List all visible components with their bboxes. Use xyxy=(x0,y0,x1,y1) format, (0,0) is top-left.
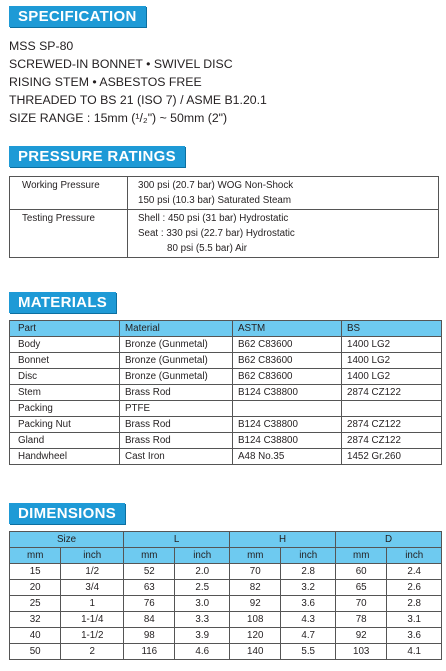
table-row xyxy=(10,210,439,258)
table-cell: 2.8 xyxy=(281,564,336,580)
table-row xyxy=(10,449,442,465)
table-cell: Brass Rod xyxy=(120,385,233,401)
table-cell: B62 C83600 xyxy=(233,353,342,369)
table-row xyxy=(10,385,442,401)
table-row xyxy=(10,564,442,580)
table-cell: 2.4 xyxy=(387,564,442,580)
table-cell: 70 xyxy=(335,596,386,612)
table-cell: 52 xyxy=(124,564,175,580)
column-header: Part xyxy=(10,321,120,337)
pressure-values xyxy=(128,210,439,258)
table-cell: 1452 Gr.260 xyxy=(342,449,442,465)
table-cell: Bonnet xyxy=(10,353,120,369)
table-cell: 3.9 xyxy=(175,628,230,644)
pressure-value: Seat : 330 psi (22.7 bar) Hydrostatic xyxy=(138,228,295,239)
table-cell: A48 No.35 xyxy=(233,449,342,465)
column-header: Material xyxy=(120,321,233,337)
unit-header: mm xyxy=(335,548,386,564)
table-cell: 3.6 xyxy=(387,628,442,644)
table-cell: 3.1 xyxy=(387,612,442,628)
table-cell: 76 xyxy=(124,596,175,612)
pressure-ratings-table xyxy=(9,176,439,258)
table-cell: 70 xyxy=(230,564,281,580)
table-cell: 3.0 xyxy=(175,596,230,612)
table-cell: B124 C38800 xyxy=(233,417,342,433)
table-cell: 3/4 xyxy=(61,580,124,596)
table-cell: 4.1 xyxy=(387,644,442,660)
table-cell: 4.7 xyxy=(281,628,336,644)
table-cell xyxy=(233,401,342,417)
table-cell: 1 xyxy=(61,596,124,612)
unit-header: inch xyxy=(281,548,336,564)
table-cell: 1-1/2 xyxy=(61,628,124,644)
table-cell: 82 xyxy=(230,580,281,596)
table-cell: 2874 CZ122 xyxy=(342,433,442,449)
table-cell: 78 xyxy=(335,612,386,628)
table-row xyxy=(10,612,442,628)
table-cell: Cast Iron xyxy=(120,449,233,465)
table-row xyxy=(10,628,442,644)
specification-heading: SPECIFICATION xyxy=(9,6,146,27)
table-cell: 92 xyxy=(230,596,281,612)
table-cell: 103 xyxy=(335,644,386,660)
table-cell: 20 xyxy=(10,580,61,596)
group-header: D xyxy=(335,532,441,548)
table-cell: 84 xyxy=(124,612,175,628)
table-cell: 1-1/4 xyxy=(61,612,124,628)
table-cell: 2 xyxy=(61,644,124,660)
unit-header: mm xyxy=(230,548,281,564)
spec-line: RISING STEM • ASBESTOS FREE xyxy=(9,75,202,89)
table-cell: 2.0 xyxy=(175,564,230,580)
table-row xyxy=(10,433,442,449)
table-row xyxy=(10,644,442,660)
table-cell: 50 xyxy=(10,644,61,660)
unit-header: inch xyxy=(175,548,230,564)
table-cell: 2.5 xyxy=(175,580,230,596)
materials-body xyxy=(10,337,442,465)
table-cell: B124 C38800 xyxy=(233,385,342,401)
dimensions-heading: DIMENSIONS xyxy=(9,503,125,524)
table-row xyxy=(10,580,442,596)
spec-line: THREADED TO BS 21 (ISO 7) / ASME B1.20.1 xyxy=(9,93,267,107)
group-header: L xyxy=(124,532,230,548)
spec-line: MSS SP-80 xyxy=(9,39,74,53)
table-cell: 92 xyxy=(335,628,386,644)
table-cell: 116 xyxy=(124,644,175,660)
table-row xyxy=(10,177,439,210)
table-row xyxy=(10,417,442,433)
table-cell: 40 xyxy=(10,628,61,644)
spec-line: SCREWED-IN BONNET • SWIVEL DISC xyxy=(9,57,233,71)
dimensions-table xyxy=(9,531,442,660)
table-cell: Bronze (Gunmetal) xyxy=(120,369,233,385)
table-cell: 25 xyxy=(10,596,61,612)
table-cell: Bronze (Gunmetal) xyxy=(120,337,233,353)
table-cell: 98 xyxy=(124,628,175,644)
table-cell: 5.5 xyxy=(281,644,336,660)
pressure-label: Working Pressure xyxy=(10,177,128,210)
unit-header: mm xyxy=(10,548,61,564)
table-cell: 1400 LG2 xyxy=(342,369,442,385)
table-header-row xyxy=(10,532,442,548)
unit-header: inch xyxy=(61,548,124,564)
table-cell: Handwheel xyxy=(10,449,120,465)
table-row xyxy=(10,401,442,417)
table-cell xyxy=(342,401,442,417)
table-cell: Brass Rod xyxy=(120,433,233,449)
table-cell: PTFE xyxy=(120,401,233,417)
table-cell: Body xyxy=(10,337,120,353)
table-cell: 4.3 xyxy=(281,612,336,628)
table-row xyxy=(10,353,442,369)
table-cell: 60 xyxy=(335,564,386,580)
table-row xyxy=(10,369,442,385)
table-cell: Packing xyxy=(10,401,120,417)
table-cell: Disc xyxy=(10,369,120,385)
table-cell: 63 xyxy=(124,580,175,596)
table-cell: B62 C83600 xyxy=(233,337,342,353)
table-header-row xyxy=(10,321,442,337)
pressure-value: 80 psi (5.5 bar) Air xyxy=(167,243,248,254)
table-cell: 2874 CZ122 xyxy=(342,417,442,433)
table-cell: 2874 CZ122 xyxy=(342,385,442,401)
table-cell: 1400 LG2 xyxy=(342,337,442,353)
table-cell: 2.6 xyxy=(387,580,442,596)
pressure-value: 300 psi (20.7 bar) WOG Non-Shock xyxy=(138,180,294,191)
group-header: H xyxy=(230,532,336,548)
table-cell: B62 C83600 xyxy=(233,369,342,385)
column-header: ASTM xyxy=(233,321,342,337)
pressure-ratings-heading: PRESSURE RATINGS xyxy=(9,146,185,167)
table-cell: 15 xyxy=(10,564,61,580)
column-header: BS xyxy=(342,321,442,337)
table-cell: 1/2 xyxy=(61,564,124,580)
table-cell: 108 xyxy=(230,612,281,628)
table-cell: 1400 LG2 xyxy=(342,353,442,369)
unit-header: inch xyxy=(387,548,442,564)
specification-list xyxy=(9,37,267,127)
table-cell: Gland xyxy=(10,433,120,449)
table-cell: 3.3 xyxy=(175,612,230,628)
table-cell: Brass Rod xyxy=(120,417,233,433)
table-cell: 3.6 xyxy=(281,596,336,612)
table-cell: B124 C38800 xyxy=(233,433,342,449)
group-header: Size xyxy=(10,532,124,548)
pressure-value: 150 psi (10.3 bar) Saturated Steam xyxy=(138,195,292,206)
materials-heading: MATERIALS xyxy=(9,292,116,313)
table-row xyxy=(10,337,442,353)
table-cell: 65 xyxy=(335,580,386,596)
table-cell: 120 xyxy=(230,628,281,644)
unit-header: mm xyxy=(124,548,175,564)
table-cell: Bronze (Gunmetal) xyxy=(120,353,233,369)
table-cell: 3.2 xyxy=(281,580,336,596)
table-cell: 4.6 xyxy=(175,644,230,660)
table-row xyxy=(10,596,442,612)
table-cell: Packing Nut xyxy=(10,417,120,433)
pressure-value: Shell : 450 psi (31 bar) Hydrostatic xyxy=(138,213,289,224)
pressure-label: Testing Pressure xyxy=(10,210,128,258)
table-cell: Stem xyxy=(10,385,120,401)
table-cell: 32 xyxy=(10,612,61,628)
pressure-values xyxy=(128,177,439,210)
table-cell: 2.8 xyxy=(387,596,442,612)
spec-line: SIZE RANGE : 15mm (¹/₂") ~ 50mm (2") xyxy=(9,111,228,125)
materials-table xyxy=(9,320,442,465)
table-unit-row xyxy=(10,548,442,564)
table-cell: 140 xyxy=(230,644,281,660)
dimensions-body xyxy=(10,564,442,660)
